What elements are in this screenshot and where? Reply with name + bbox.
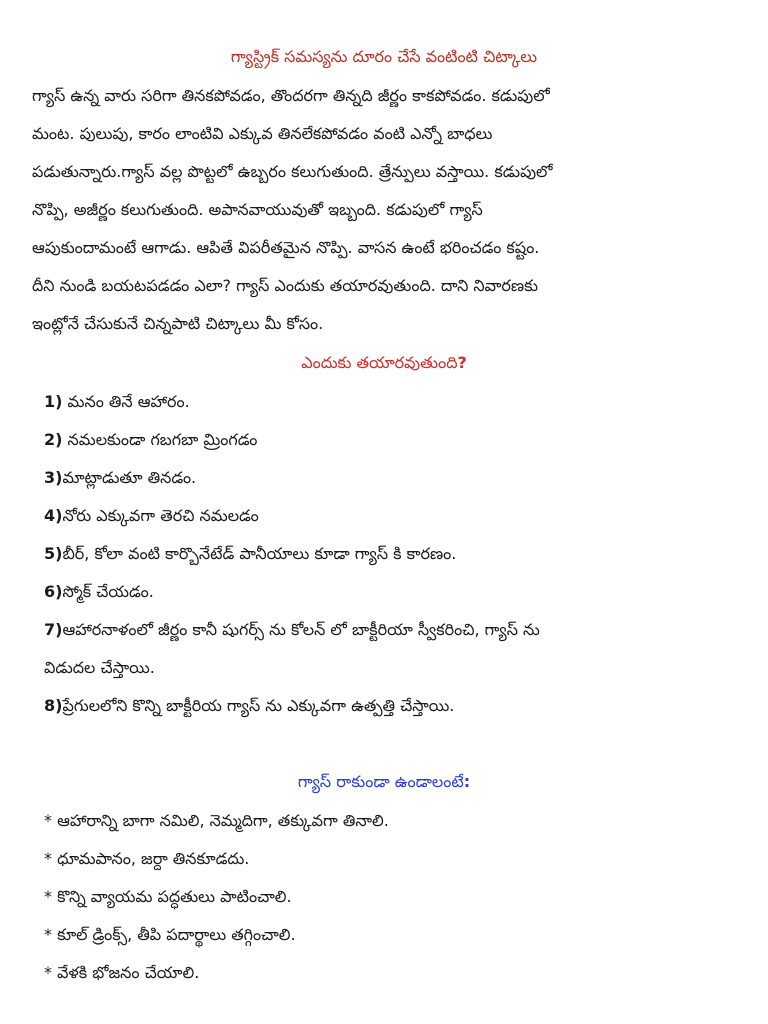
document-title: గ్యాస్ట్రిక్ సమస్యను దూరం చేసే వంటింటి చిట్కాలు	[230, 47, 538, 66]
cause-item-3	[44, 468, 196, 488]
cause-text: మాట్లాడుతూ తినడం.	[62, 468, 197, 487]
cause-number: 2)	[44, 430, 63, 449]
cause-number: 1)	[44, 392, 63, 411]
cause-item-7	[44, 620, 540, 640]
section-heading-prevent-text: గ్యాస్ రాకుండా ఉండాలంటే	[297, 772, 464, 791]
cause-text: నోరు ఎక్కువగా తెరచి నమలడం	[62, 506, 259, 525]
cause-item-5	[44, 544, 456, 564]
cause-item-2	[44, 430, 257, 450]
cause-text: నమలకుండా గబగబా మ్రింగడం	[62, 430, 258, 449]
cause-item-7-continued	[44, 658, 155, 678]
cause-text: ఆహారనాళంలో జీర్ణం కానీ షుగర్స్ ను కోలన్ లో బాక్టీరియా స్వీకరించి, గ్యాస్ ను	[62, 620, 540, 639]
cause-text: మనం తినే ఆహారం.	[62, 392, 190, 411]
cause-text: స్మోక్ చేయడం.	[62, 582, 154, 601]
cause-text: విడుదల చేస్తాయి.	[44, 658, 155, 677]
intro-line-4: నొప్పి, అజీర్ణం కలుగుతుంది. అపానవాయువుతో ఇబ్బంది. కడుపులో గ్యాస్	[32, 200, 483, 219]
cause-number: 8)	[44, 696, 63, 715]
cause-item-4	[44, 506, 259, 526]
tip-item-1: * ఆహారాన్ని బాగా నమిలి, నెమ్మదిగా, తక్కువగా తినాలి.	[44, 811, 389, 830]
cause-number: 3)	[44, 468, 63, 487]
cause-item-6	[44, 582, 154, 602]
cause-number: 6)	[44, 582, 63, 601]
tip-item-5: * వేళకి భోజనం చేయాలి.	[44, 963, 200, 982]
cause-item-1	[44, 392, 190, 412]
tip-item-4: * కూల్ డ్రింక్స్, తీపి పదార్థాలు తగ్గించాలి.	[44, 925, 296, 944]
intro-line-6: దీని నుండి బయటపడడం ఎలా? గ్యాస్ ఎందుకు తయారవుతుంది. దాని నివారణకు	[32, 276, 538, 295]
cause-number: 5)	[44, 544, 63, 563]
cause-number: 7)	[44, 620, 63, 639]
section-heading-prevent-mark: :	[463, 772, 471, 791]
cause-item-8	[44, 696, 454, 716]
section-heading-why	[0, 353, 768, 373]
section-heading-prevent	[0, 772, 768, 792]
cause-text: బీర్, కోలా వంటి కార్బొనేటేడ్ పానీయాలు కూడా గ్యాస్ కి కారణం.	[62, 544, 457, 563]
tip-item-3: * కొన్ని వ్యాయమ పద్ధతులు పాటించాలి.	[44, 887, 292, 906]
intro-line-2: మంట. పులుపు, కారం లాంటివి ఎక్కువ తినలేకపోవడం వంటి ఎన్నో బాధలు	[32, 124, 493, 143]
section-heading-why-text: ఎందుకు తయారవుతుంది	[301, 353, 458, 372]
cause-text: ప్రేగులలోని కొన్ని బాక్టీరియ గ్యాస్ ను ఎక్కువగా ఉత్పత్తి చేస్తాయి.	[62, 696, 455, 715]
intro-line-3: పడుతున్నారు.గ్యాస్ వల్ల పొట్టలో ఉబ్బరం కలుగుతుంది. త్రేన్పులు వస్తాయి. కడుపులో	[32, 162, 553, 181]
tip-item-2: * ధూమపానం, జర్దా తినకూడదు.	[44, 849, 250, 868]
intro-line-1: గ్యాస్ ఉన్న వారు సరిగా తినకపోవడం, తొందరగా తిన్నది జీర్ణం కాకపోవడం. కడుపులో	[32, 86, 550, 105]
intro-line-7: ఇంట్లోనే చేసుకునే చిన్నపాటి చిట్కాలు మీ కోసం.	[32, 314, 324, 333]
cause-number: 4)	[44, 506, 63, 525]
section-heading-why-mark: ?	[457, 353, 467, 372]
intro-line-5: ఆపుకుందామంటే ఆగాడు. ఆపితే విపరీతమైన నొప్పి. వాసన ఉంటే భరించడం కష్టం.	[32, 238, 540, 257]
